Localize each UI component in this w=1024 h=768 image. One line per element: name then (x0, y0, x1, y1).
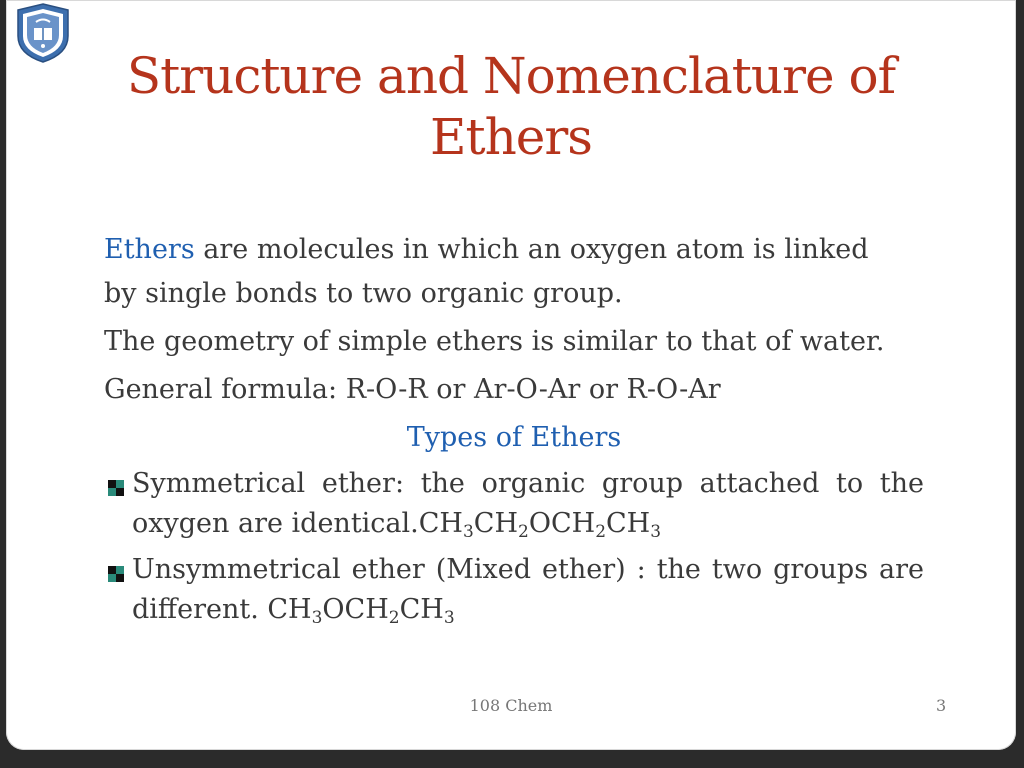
formula-part: CH (606, 508, 651, 539)
ethers-keyword: Ethers (104, 234, 195, 265)
formula-part: CH (418, 508, 463, 539)
title-line-2: Ethers (430, 108, 592, 166)
bullet-2-prefix: different. (132, 594, 268, 625)
slide (6, 0, 1016, 750)
formula-subscript: 3 (462, 522, 474, 542)
square-bullet-icon (108, 566, 124, 582)
bullet-unsymmetrical (104, 550, 924, 630)
formula-paragraph: General formula: R-O-R or Ar-O-Ar or R-O-Ar (104, 374, 721, 405)
title-line-1: Structure and Nomenclature of (126, 47, 896, 105)
page-number: 3 (936, 696, 947, 715)
bullet-2-line-1: Unsymmetrical ether (Mixed ether) : the two groups are (132, 554, 924, 585)
slide-body (104, 228, 924, 636)
geometry-paragraph: The geometry of simple ethers is similar to that of water. (104, 326, 885, 357)
square-bullet-icon (108, 480, 124, 496)
bullet-symmetrical (104, 464, 924, 544)
types-heading: Types of Ethers (406, 422, 622, 453)
formula-subscript: 3 (443, 608, 455, 628)
formula-subscript: 3 (311, 608, 323, 628)
formula-part: OCH (322, 594, 389, 625)
formula-part: OCH (528, 508, 596, 539)
intro-text-2: by single bonds to two organic group. (104, 278, 623, 309)
footer-text: 108 Chem (469, 696, 553, 715)
bullet-1-line-2 (132, 504, 924, 544)
formula-subscript: 2 (388, 608, 400, 628)
bullet-1-line-1: Symmetrical ether: the organic group attached to the (132, 468, 924, 499)
formula-subscript: 2 (595, 522, 607, 542)
formula-part: CH (267, 594, 312, 625)
formula-subscript: 2 (518, 522, 529, 542)
formula-part: CH (473, 508, 519, 539)
intro-text-1: are molecules in which an oxygen atom is linked (194, 234, 869, 265)
bullet-2-line-2 (132, 590, 924, 630)
formula-subscript: 3 (650, 522, 662, 542)
bullet-1-prefix: oxygen are identical. (132, 508, 419, 539)
intro-paragraph (104, 228, 924, 316)
slide-title (6, 46, 1016, 168)
formula-part: CH (399, 594, 444, 625)
